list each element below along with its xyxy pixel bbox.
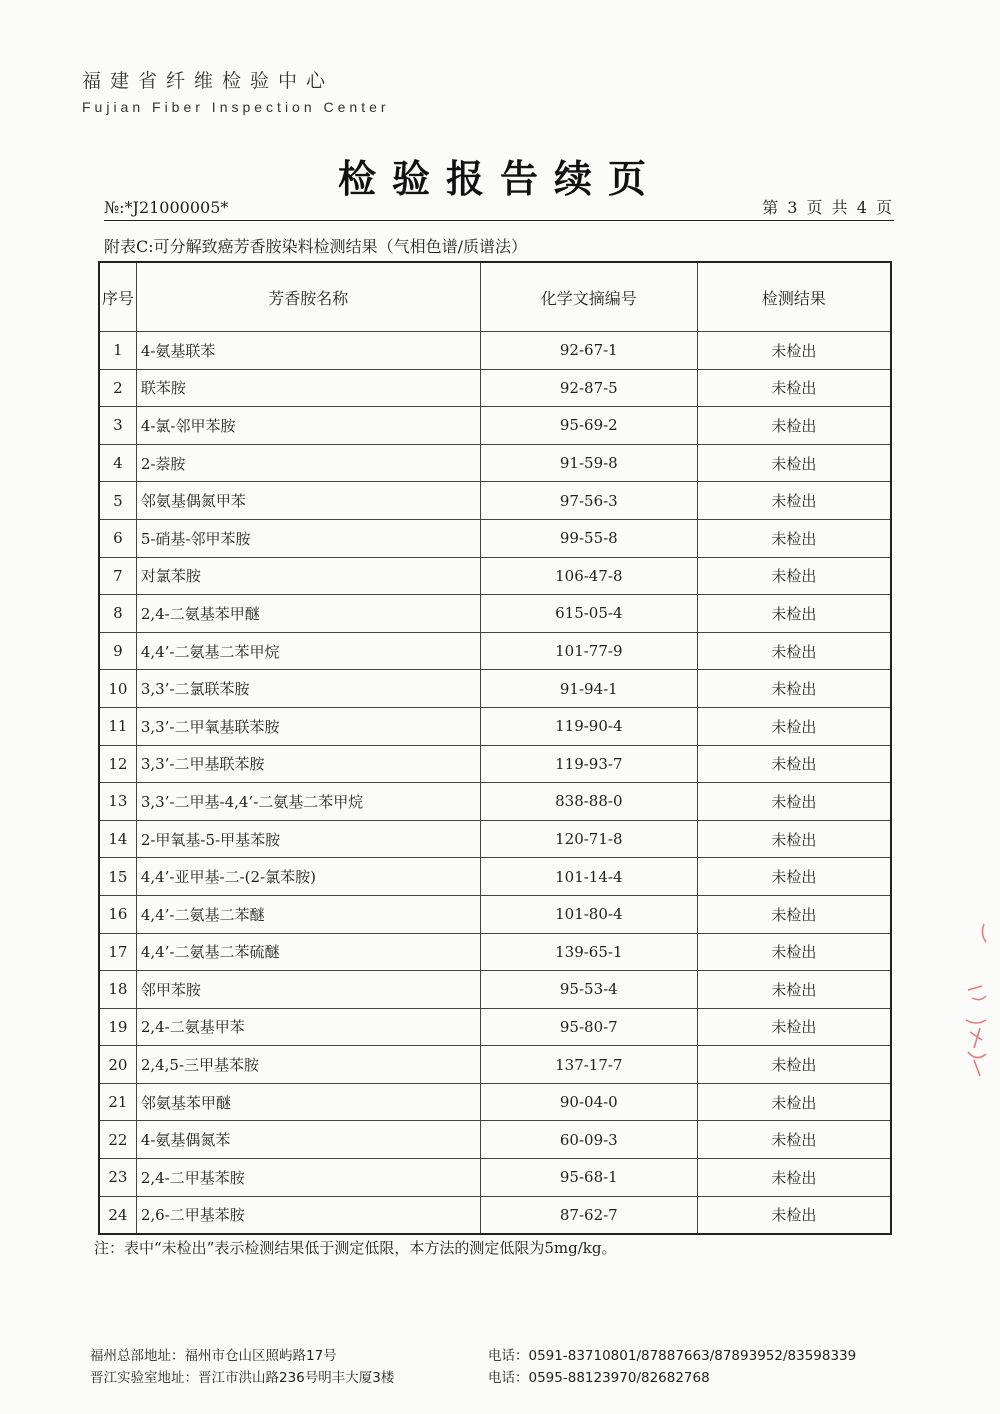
row-cas-number: 615-05-4: [480, 595, 697, 633]
row-result: 未检出: [697, 1008, 891, 1046]
hq-phone: 电话：0591-83710801/87887663/87893952/83598339: [488, 1348, 857, 1364]
row-amine-name: 4,4’-亚甲基-二-(2-氯苯胺): [136, 858, 480, 896]
row-amine-name: 5-硝基-邻甲苯胺: [136, 519, 480, 557]
row-cas-number: 120-71-8: [480, 820, 697, 858]
row-result: 未检出: [697, 369, 891, 407]
row-amine-name: 3,3’-二甲基联苯胺: [136, 745, 480, 783]
table-row: [99, 1159, 891, 1197]
row-amine-name: 对氯苯胺: [136, 557, 480, 595]
row-cas-number: 90-04-0: [480, 1083, 697, 1121]
row-index: 13: [99, 783, 136, 821]
row-cas-number: 99-55-8: [480, 519, 697, 557]
table-row: [99, 632, 891, 670]
hq-address: 福州总部地址：福州市仓山区照屿路17号: [90, 1348, 337, 1364]
row-index: 19: [99, 1008, 136, 1046]
row-amine-name: 2,4-二甲基苯胺: [136, 1159, 480, 1197]
page-footer: [90, 1344, 920, 1388]
table-row: [99, 332, 891, 370]
row-index: 21: [99, 1083, 136, 1121]
row-amine-name: 4-氯-邻甲苯胺: [136, 407, 480, 445]
row-result: 未检出: [697, 1159, 891, 1197]
row-index: 23: [99, 1159, 136, 1197]
row-amine-name: 3,3’-二甲基-4,4’-二氨基二苯甲烷: [136, 783, 480, 821]
row-index: 20: [99, 1046, 136, 1084]
table-row: [99, 1121, 891, 1159]
row-cas-number: 101-77-9: [480, 632, 697, 670]
row-cas-number: 95-69-2: [480, 407, 697, 445]
col-header-index: 序号: [99, 262, 136, 332]
row-amine-name: 2,4-二氨基苯甲醚: [136, 595, 480, 633]
row-amine-name: 2,4-二氨基甲苯: [136, 1008, 480, 1046]
results-table: [98, 261, 892, 1235]
table-row: [99, 557, 891, 595]
row-result: 未检出: [697, 895, 891, 933]
row-cas-number: 119-93-7: [480, 745, 697, 783]
row-amine-name: 4,4’-二氨基二苯醚: [136, 895, 480, 933]
row-amine-name: 联苯胺: [136, 369, 480, 407]
row-result: 未检出: [697, 519, 891, 557]
row-result: 未检出: [697, 557, 891, 595]
row-cas-number: 91-59-8: [480, 444, 697, 482]
report-meta-line: [104, 196, 894, 221]
row-result: 未检出: [697, 745, 891, 783]
row-cas-number: 95-68-1: [480, 1159, 697, 1197]
row-amine-name: 2,4,5-三甲基苯胺: [136, 1046, 480, 1084]
page-indicator: 第 3 页 共 4 页: [762, 198, 894, 217]
col-header-result: 检测结果: [697, 262, 891, 332]
row-index: 6: [99, 519, 136, 557]
row-amine-name: 4,4’-二氨基二苯硫醚: [136, 933, 480, 971]
row-index: 24: [99, 1196, 136, 1234]
row-result: 未检出: [697, 407, 891, 445]
row-result: 未检出: [697, 632, 891, 670]
row-index: 14: [99, 820, 136, 858]
table-row: [99, 482, 891, 520]
table-row: [99, 745, 891, 783]
table-row: [99, 1046, 891, 1084]
lab-address: 晋江实验室地址：晋江市洪山路236号明丰大厦3楼: [90, 1370, 395, 1386]
table-row: [99, 858, 891, 896]
row-result: 未检出: [697, 332, 891, 370]
org-name-cn: 福建省纤维检验中心: [82, 70, 335, 92]
footnote: 注：表中“未检出”表示检测结果低于测定低限，本方法的测定低限为5mg/kg。: [94, 1239, 617, 1257]
row-result: 未检出: [697, 820, 891, 858]
row-index: 18: [99, 971, 136, 1009]
row-amine-name: 4-氨基联苯: [136, 332, 480, 370]
table-row: [99, 895, 891, 933]
org-name-en: Fujian Fiber Inspection Center: [82, 99, 390, 115]
row-index: 16: [99, 895, 136, 933]
row-result: 未检出: [697, 482, 891, 520]
row-cas-number: 101-80-4: [480, 895, 697, 933]
row-cas-number: 60-09-3: [480, 1121, 697, 1159]
row-amine-name: 邻氨基偶氮甲苯: [136, 482, 480, 520]
row-result: 未检出: [697, 670, 891, 708]
table-row: [99, 369, 891, 407]
row-result: 未检出: [697, 595, 891, 633]
row-index: 4: [99, 444, 136, 482]
row-index: 22: [99, 1121, 136, 1159]
row-index: 11: [99, 707, 136, 745]
row-cas-number: 101-14-4: [480, 858, 697, 896]
table-row: [99, 1196, 891, 1234]
row-amine-name: 4,4’-二氨基二苯甲烷: [136, 632, 480, 670]
seal-stamp-mark: [958, 920, 992, 1090]
row-index: 12: [99, 745, 136, 783]
table-row: [99, 407, 891, 445]
col-header-cas-number: 化学文摘编号: [480, 262, 697, 332]
row-amine-name: 邻甲苯胺: [136, 971, 480, 1009]
row-amine-name: 2,6-二甲基苯胺: [136, 1196, 480, 1234]
row-result: 未检出: [697, 933, 891, 971]
row-result: 未检出: [697, 1083, 891, 1121]
row-index: 10: [99, 670, 136, 708]
row-result: 未检出: [697, 783, 891, 821]
table-row: [99, 444, 891, 482]
report-number: №:*J21000005*: [104, 198, 229, 217]
table-row: [99, 820, 891, 858]
row-index: 5: [99, 482, 136, 520]
row-cas-number: 119-90-4: [480, 707, 697, 745]
row-index: 7: [99, 557, 136, 595]
row-index: 1: [99, 332, 136, 370]
row-result: 未检出: [697, 971, 891, 1009]
table-header-row: [99, 262, 891, 332]
row-index: 15: [99, 858, 136, 896]
row-cas-number: 137-17-7: [480, 1046, 697, 1084]
row-index: 3: [99, 407, 136, 445]
table-row: [99, 707, 891, 745]
row-amine-name: 2-萘胺: [136, 444, 480, 482]
row-amine-name: 2-甲氧基-5-甲基苯胺: [136, 820, 480, 858]
table-row: [99, 595, 891, 633]
row-index: 17: [99, 933, 136, 971]
row-cas-number: 106-47-8: [480, 557, 697, 595]
row-cas-number: 95-53-4: [480, 971, 697, 1009]
row-index: 2: [99, 369, 136, 407]
table-caption: 附表C:可分解致癌芳香胺染料检测结果（气相色谱/质谱法）: [104, 237, 528, 256]
row-result: 未检出: [697, 1196, 891, 1234]
row-result: 未检出: [697, 707, 891, 745]
row-cas-number: 97-56-3: [480, 482, 697, 520]
table-row: [99, 783, 891, 821]
row-amine-name: 邻氨基苯甲醚: [136, 1083, 480, 1121]
org-header: [82, 66, 390, 115]
row-cas-number: 92-87-5: [480, 369, 697, 407]
row-result: 未检出: [697, 444, 891, 482]
row-amine-name: 4-氨基偶氮苯: [136, 1121, 480, 1159]
table-row: [99, 1008, 891, 1046]
row-index: 8: [99, 595, 136, 633]
row-amine-name: 3,3’-二氯联苯胺: [136, 670, 480, 708]
lab-phone: 电话：0595-88123970/82682768: [488, 1370, 710, 1386]
row-cas-number: 87-62-7: [480, 1196, 697, 1234]
table-row: [99, 670, 891, 708]
row-cas-number: 91-94-1: [480, 670, 697, 708]
table-row: [99, 971, 891, 1009]
col-header-amine-name: 芳香胺名称: [136, 262, 480, 332]
row-cas-number: 139-65-1: [480, 933, 697, 971]
page-title: 检验报告续页: [337, 156, 662, 201]
table-body: [99, 332, 891, 1235]
row-index: 9: [99, 632, 136, 670]
row-amine-name: 3,3’-二甲氧基联苯胺: [136, 707, 480, 745]
row-cas-number: 95-80-7: [480, 1008, 697, 1046]
row-result: 未检出: [697, 1046, 891, 1084]
row-result: 未检出: [697, 1121, 891, 1159]
table-row: [99, 1083, 891, 1121]
table-row: [99, 933, 891, 971]
table-row: [99, 519, 891, 557]
row-result: 未检出: [697, 858, 891, 896]
row-cas-number: 838-88-0: [480, 783, 697, 821]
row-cas-number: 92-67-1: [480, 332, 697, 370]
